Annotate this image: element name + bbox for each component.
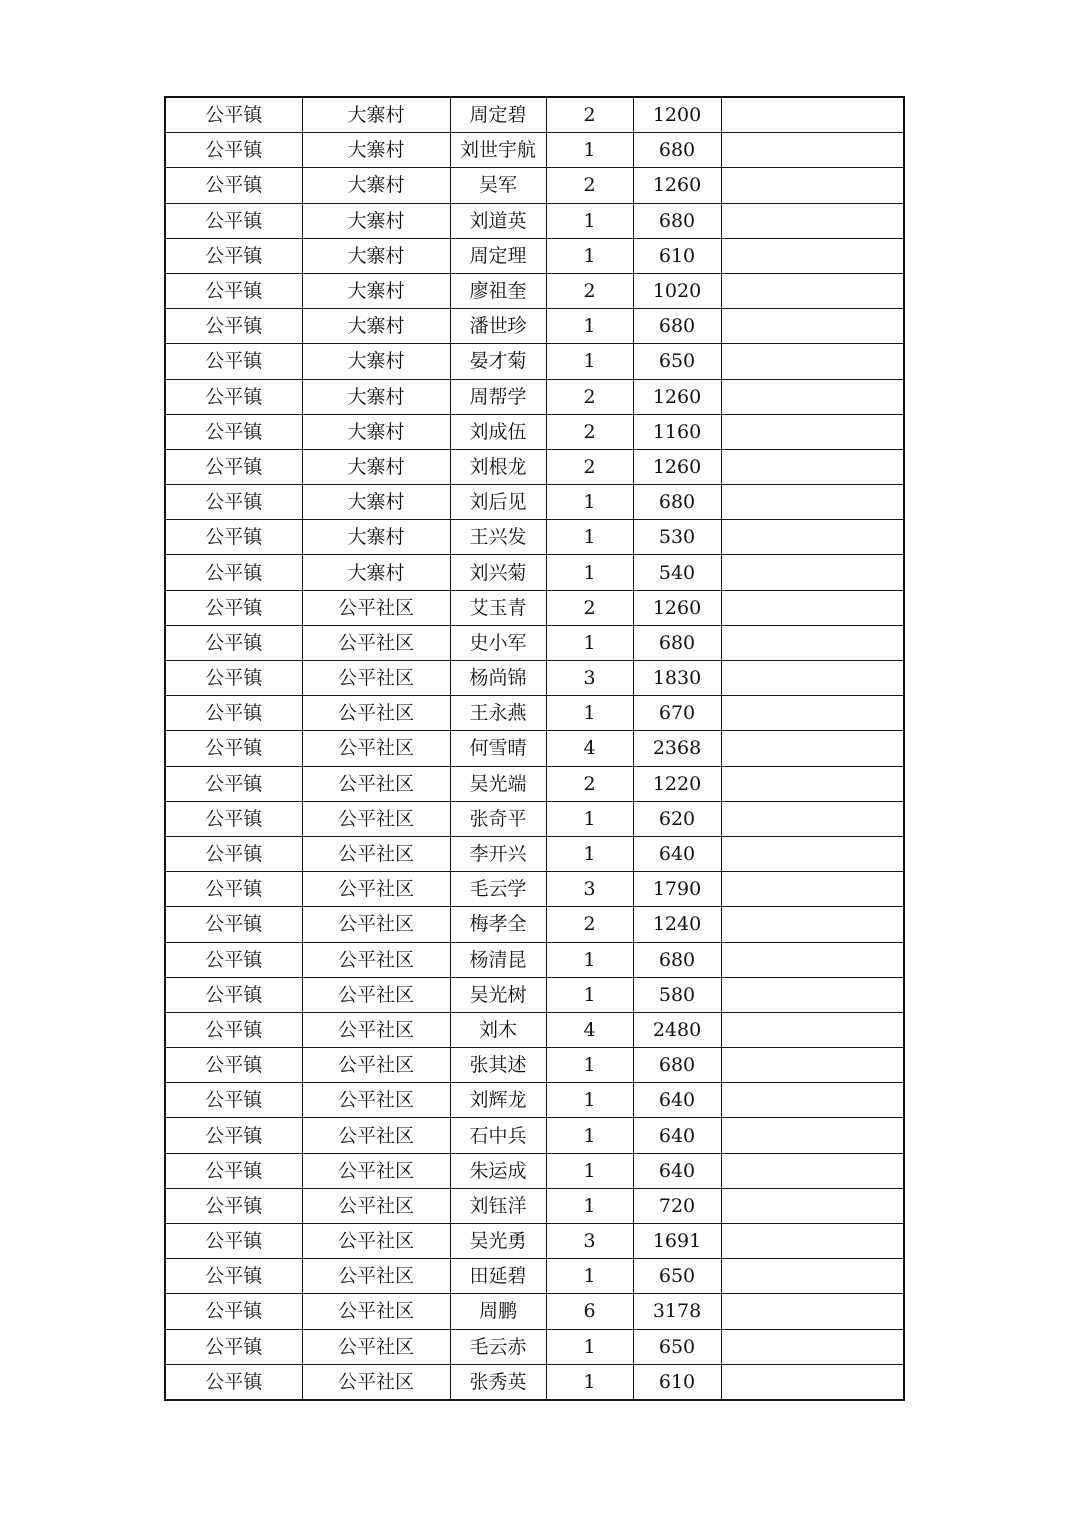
amount-cell: 1220 <box>633 766 721 801</box>
table-row <box>165 625 904 660</box>
table-row <box>165 309 904 344</box>
note-cell <box>721 485 904 520</box>
amount-cell: 680 <box>633 203 721 238</box>
table-row <box>165 977 904 1012</box>
amount-cell: 670 <box>633 696 721 731</box>
table-row <box>165 1048 904 1083</box>
town-cell: 公平镇 <box>165 801 302 836</box>
note-cell <box>721 661 904 696</box>
note-cell <box>721 1012 904 1047</box>
name-cell: 刘世宇航 <box>450 133 546 168</box>
name-cell: 吴军 <box>450 168 546 203</box>
persons-cell: 1 <box>546 1188 633 1223</box>
village-cell: 大寨村 <box>302 344 450 379</box>
amount-cell: 1790 <box>633 872 721 907</box>
name-cell: 何雪晴 <box>450 731 546 766</box>
name-cell: 潘世珍 <box>450 309 546 344</box>
amount-cell: 2480 <box>633 1012 721 1047</box>
village-cell: 公平社区 <box>302 801 450 836</box>
persons-cell: 1 <box>546 133 633 168</box>
persons-cell: 4 <box>546 1012 633 1047</box>
village-cell: 公平社区 <box>302 766 450 801</box>
name-cell: 张秀英 <box>450 1364 546 1400</box>
table-row <box>165 133 904 168</box>
town-cell: 公平镇 <box>165 414 302 449</box>
village-cell: 大寨村 <box>302 309 450 344</box>
persons-cell: 2 <box>546 907 633 942</box>
name-cell: 朱运成 <box>450 1153 546 1188</box>
name-cell: 刘兴菊 <box>450 555 546 590</box>
persons-cell: 2 <box>546 590 633 625</box>
table-row <box>165 97 904 133</box>
note-cell <box>721 907 904 942</box>
table-row <box>165 836 904 871</box>
village-cell: 大寨村 <box>302 133 450 168</box>
town-cell: 公平镇 <box>165 379 302 414</box>
name-cell: 晏才菊 <box>450 344 546 379</box>
town-cell: 公平镇 <box>165 555 302 590</box>
name-cell: 王兴发 <box>450 520 546 555</box>
amount-cell: 680 <box>633 309 721 344</box>
village-cell: 公平社区 <box>302 731 450 766</box>
table-row <box>165 872 904 907</box>
town-cell: 公平镇 <box>165 1012 302 1047</box>
table-row <box>165 942 904 977</box>
table-row <box>165 1012 904 1047</box>
town-cell: 公平镇 <box>165 238 302 273</box>
town-cell: 公平镇 <box>165 696 302 731</box>
persons-cell: 1 <box>546 1048 633 1083</box>
village-cell: 大寨村 <box>302 273 450 308</box>
town-cell: 公平镇 <box>165 203 302 238</box>
name-cell: 刘钰洋 <box>450 1188 546 1223</box>
persons-cell: 1 <box>546 203 633 238</box>
table-row <box>165 590 904 625</box>
note-cell <box>721 625 904 660</box>
persons-cell: 1 <box>546 696 633 731</box>
amount-cell: 610 <box>633 1364 721 1400</box>
name-cell: 李开兴 <box>450 836 546 871</box>
table-row <box>165 379 904 414</box>
name-cell: 廖祖奎 <box>450 273 546 308</box>
town-cell: 公平镇 <box>165 977 302 1012</box>
persons-cell: 1 <box>546 1083 633 1118</box>
town-cell: 公平镇 <box>165 1188 302 1223</box>
table-row <box>165 766 904 801</box>
persons-cell: 1 <box>546 977 633 1012</box>
name-cell: 周定理 <box>450 238 546 273</box>
village-cell: 公平社区 <box>302 1259 450 1294</box>
note-cell <box>721 1153 904 1188</box>
village-cell: 公平社区 <box>302 907 450 942</box>
village-cell: 公平社区 <box>302 1364 450 1400</box>
table-row <box>165 1188 904 1223</box>
note-cell <box>721 414 904 449</box>
name-cell: 史小军 <box>450 625 546 660</box>
amount-cell: 540 <box>633 555 721 590</box>
amount-cell: 650 <box>633 344 721 379</box>
table-row <box>165 801 904 836</box>
table-row <box>165 661 904 696</box>
name-cell: 张其述 <box>450 1048 546 1083</box>
town-cell: 公平镇 <box>165 1224 302 1259</box>
amount-cell: 2368 <box>633 731 721 766</box>
village-cell: 公平社区 <box>302 661 450 696</box>
village-cell: 公平社区 <box>302 696 450 731</box>
village-cell: 大寨村 <box>302 520 450 555</box>
note-cell <box>721 97 904 133</box>
persons-cell: 1 <box>546 1153 633 1188</box>
amount-cell: 1200 <box>633 97 721 133</box>
persons-cell: 2 <box>546 273 633 308</box>
village-cell: 公平社区 <box>302 872 450 907</box>
amount-cell: 680 <box>633 1048 721 1083</box>
note-cell <box>721 872 904 907</box>
table-row <box>165 485 904 520</box>
note-cell <box>721 801 904 836</box>
table-row <box>165 1083 904 1118</box>
town-cell: 公平镇 <box>165 766 302 801</box>
amount-cell: 1260 <box>633 449 721 484</box>
amount-cell: 680 <box>633 485 721 520</box>
persons-cell: 3 <box>546 661 633 696</box>
name-cell: 刘成伍 <box>450 414 546 449</box>
table-row <box>165 168 904 203</box>
note-cell <box>721 555 904 590</box>
town-cell: 公平镇 <box>165 872 302 907</box>
village-cell: 大寨村 <box>302 555 450 590</box>
name-cell: 周帮学 <box>450 379 546 414</box>
persons-cell: 2 <box>546 766 633 801</box>
amount-cell: 650 <box>633 1259 721 1294</box>
note-cell <box>721 273 904 308</box>
persons-cell: 2 <box>546 97 633 133</box>
village-cell: 公平社区 <box>302 977 450 1012</box>
table-row <box>165 273 904 308</box>
persons-cell: 1 <box>546 485 633 520</box>
town-cell: 公平镇 <box>165 590 302 625</box>
town-cell: 公平镇 <box>165 520 302 555</box>
table-row <box>165 1153 904 1188</box>
name-cell: 周鹏 <box>450 1294 546 1329</box>
amount-cell: 1830 <box>633 661 721 696</box>
village-cell: 大寨村 <box>302 97 450 133</box>
name-cell: 梅孝全 <box>450 907 546 942</box>
amount-cell: 680 <box>633 625 721 660</box>
table-row <box>165 344 904 379</box>
name-cell: 石中兵 <box>450 1118 546 1153</box>
town-cell: 公平镇 <box>165 1259 302 1294</box>
village-cell: 大寨村 <box>302 414 450 449</box>
amount-cell: 610 <box>633 238 721 273</box>
town-cell: 公平镇 <box>165 344 302 379</box>
village-cell: 公平社区 <box>302 1083 450 1118</box>
name-cell: 毛云学 <box>450 872 546 907</box>
village-cell: 公平社区 <box>302 942 450 977</box>
village-cell: 公平社区 <box>302 1188 450 1223</box>
table-row <box>165 520 904 555</box>
village-cell: 大寨村 <box>302 449 450 484</box>
note-cell <box>721 977 904 1012</box>
note-cell <box>721 379 904 414</box>
note-cell <box>721 1329 904 1364</box>
village-cell: 公平社区 <box>302 1012 450 1047</box>
table-row <box>165 696 904 731</box>
persons-cell: 1 <box>546 555 633 590</box>
persons-cell: 2 <box>546 449 633 484</box>
note-cell <box>721 836 904 871</box>
amount-cell: 680 <box>633 133 721 168</box>
table-row <box>165 555 904 590</box>
note-cell <box>721 133 904 168</box>
note-cell <box>721 1048 904 1083</box>
amount-cell: 680 <box>633 942 721 977</box>
village-cell: 公平社区 <box>302 1224 450 1259</box>
amount-cell: 640 <box>633 1118 721 1153</box>
table-row <box>165 414 904 449</box>
name-cell: 刘后见 <box>450 485 546 520</box>
village-cell: 大寨村 <box>302 203 450 238</box>
town-cell: 公平镇 <box>165 449 302 484</box>
town-cell: 公平镇 <box>165 942 302 977</box>
village-cell: 大寨村 <box>302 379 450 414</box>
town-cell: 公平镇 <box>165 133 302 168</box>
persons-cell: 2 <box>546 379 633 414</box>
note-cell <box>721 942 904 977</box>
village-cell: 公平社区 <box>302 836 450 871</box>
persons-cell: 1 <box>546 1118 633 1153</box>
table-row <box>165 238 904 273</box>
name-cell: 王永燕 <box>450 696 546 731</box>
name-cell: 吴光勇 <box>450 1224 546 1259</box>
note-cell <box>721 449 904 484</box>
amount-cell: 720 <box>633 1188 721 1223</box>
amount-cell: 1160 <box>633 414 721 449</box>
persons-cell: 1 <box>546 942 633 977</box>
town-cell: 公平镇 <box>165 907 302 942</box>
name-cell: 吴光树 <box>450 977 546 1012</box>
note-cell <box>721 344 904 379</box>
data-table <box>164 96 905 1401</box>
town-cell: 公平镇 <box>165 1153 302 1188</box>
village-cell: 大寨村 <box>302 238 450 273</box>
table-row <box>165 449 904 484</box>
table-row <box>165 1224 904 1259</box>
name-cell: 杨尚锦 <box>450 661 546 696</box>
name-cell: 刘根龙 <box>450 449 546 484</box>
amount-cell: 620 <box>633 801 721 836</box>
amount-cell: 580 <box>633 977 721 1012</box>
amount-cell: 1240 <box>633 907 721 942</box>
village-cell: 大寨村 <box>302 168 450 203</box>
village-cell: 公平社区 <box>302 1153 450 1188</box>
note-cell <box>721 1259 904 1294</box>
name-cell: 刘辉龙 <box>450 1083 546 1118</box>
persons-cell: 1 <box>546 801 633 836</box>
amount-cell: 650 <box>633 1329 721 1364</box>
amount-cell: 1260 <box>633 168 721 203</box>
village-cell: 公平社区 <box>302 625 450 660</box>
table-row <box>165 731 904 766</box>
village-cell: 公平社区 <box>302 1294 450 1329</box>
name-cell: 艾玉青 <box>450 590 546 625</box>
town-cell: 公平镇 <box>165 1048 302 1083</box>
village-cell: 大寨村 <box>302 485 450 520</box>
name-cell: 张奇平 <box>450 801 546 836</box>
town-cell: 公平镇 <box>165 273 302 308</box>
table-row <box>165 1118 904 1153</box>
town-cell: 公平镇 <box>165 625 302 660</box>
amount-cell: 1260 <box>633 590 721 625</box>
persons-cell: 4 <box>546 731 633 766</box>
note-cell <box>721 1294 904 1329</box>
name-cell: 毛云赤 <box>450 1329 546 1364</box>
persons-cell: 1 <box>546 1364 633 1400</box>
persons-cell: 1 <box>546 1329 633 1364</box>
persons-cell: 6 <box>546 1294 633 1329</box>
table-body <box>165 97 904 1400</box>
persons-cell: 1 <box>546 625 633 660</box>
amount-cell: 1260 <box>633 379 721 414</box>
persons-cell: 1 <box>546 520 633 555</box>
village-cell: 公平社区 <box>302 1048 450 1083</box>
note-cell <box>721 766 904 801</box>
town-cell: 公平镇 <box>165 1364 302 1400</box>
town-cell: 公平镇 <box>165 661 302 696</box>
note-cell <box>721 731 904 766</box>
amount-cell: 640 <box>633 1153 721 1188</box>
town-cell: 公平镇 <box>165 1083 302 1118</box>
persons-cell: 3 <box>546 872 633 907</box>
town-cell: 公平镇 <box>165 309 302 344</box>
town-cell: 公平镇 <box>165 836 302 871</box>
town-cell: 公平镇 <box>165 1329 302 1364</box>
persons-cell: 2 <box>546 414 633 449</box>
note-cell <box>721 1364 904 1400</box>
persons-cell: 1 <box>546 1259 633 1294</box>
table-row <box>165 1259 904 1294</box>
amount-cell: 640 <box>633 1083 721 1118</box>
note-cell <box>721 168 904 203</box>
name-cell: 周定碧 <box>450 97 546 133</box>
note-cell <box>721 309 904 344</box>
persons-cell: 2 <box>546 168 633 203</box>
amount-cell: 1691 <box>633 1224 721 1259</box>
note-cell <box>721 590 904 625</box>
persons-cell: 1 <box>546 344 633 379</box>
table-row <box>165 1329 904 1364</box>
amount-cell: 1020 <box>633 273 721 308</box>
town-cell: 公平镇 <box>165 1294 302 1329</box>
note-cell <box>721 238 904 273</box>
name-cell: 刘木 <box>450 1012 546 1047</box>
town-cell: 公平镇 <box>165 485 302 520</box>
persons-cell: 1 <box>546 238 633 273</box>
amount-cell: 640 <box>633 836 721 871</box>
village-cell: 公平社区 <box>302 1118 450 1153</box>
table-row <box>165 1364 904 1400</box>
town-cell: 公平镇 <box>165 168 302 203</box>
note-cell <box>721 1188 904 1223</box>
table-row <box>165 203 904 238</box>
name-cell: 吴光端 <box>450 766 546 801</box>
town-cell: 公平镇 <box>165 1118 302 1153</box>
persons-cell: 1 <box>546 836 633 871</box>
village-cell: 公平社区 <box>302 1329 450 1364</box>
note-cell <box>721 1118 904 1153</box>
town-cell: 公平镇 <box>165 97 302 133</box>
table-row <box>165 907 904 942</box>
note-cell <box>721 1083 904 1118</box>
name-cell: 刘道英 <box>450 203 546 238</box>
note-cell <box>721 203 904 238</box>
note-cell <box>721 1224 904 1259</box>
table-row <box>165 1294 904 1329</box>
amount-cell: 530 <box>633 520 721 555</box>
village-cell: 公平社区 <box>302 590 450 625</box>
town-cell: 公平镇 <box>165 731 302 766</box>
name-cell: 田延碧 <box>450 1259 546 1294</box>
persons-cell: 1 <box>546 309 633 344</box>
persons-cell: 3 <box>546 1224 633 1259</box>
name-cell: 杨清昆 <box>450 942 546 977</box>
note-cell <box>721 520 904 555</box>
note-cell <box>721 696 904 731</box>
amount-cell: 3178 <box>633 1294 721 1329</box>
